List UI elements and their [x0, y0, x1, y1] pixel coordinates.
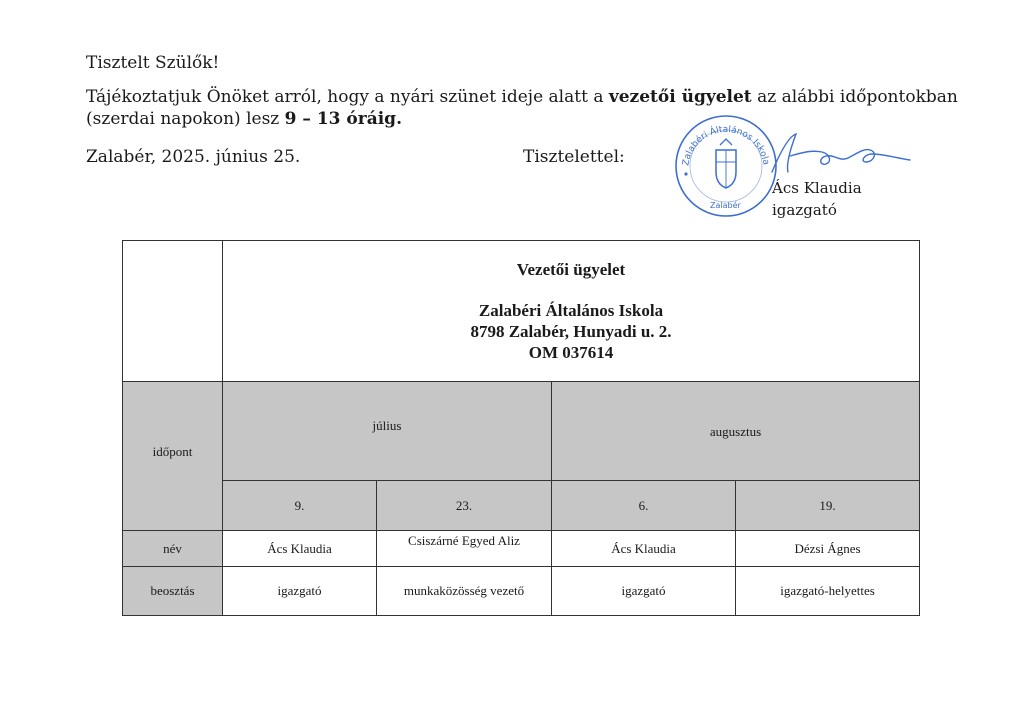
- school-om: OM 037614: [528, 343, 614, 362]
- day-cell: 6.: [552, 481, 736, 531]
- school-name: Zalabéri Általános Iskola: [478, 301, 664, 320]
- signer-title: igazgató: [772, 201, 837, 219]
- intro-paragraph: [86, 86, 966, 130]
- month-august: augusztus: [552, 382, 920, 481]
- month-july: július: [223, 382, 552, 481]
- role-cell: igazgató-helyettes: [736, 567, 920, 616]
- table-corner-cell: [123, 241, 223, 382]
- signer-name: Ács Klaudia: [772, 179, 862, 197]
- para-text-1: Tájékoztatjuk Önöket arról, hogy a nyári szünet ideje alatt a: [86, 87, 609, 107]
- role-cell: igazgató: [223, 567, 377, 616]
- role-cell: igazgató: [552, 567, 736, 616]
- role-cell: munkaközösség vezető: [377, 567, 552, 616]
- svg-text:Zalabér: Zalabér: [710, 201, 741, 210]
- name-cell: Ács Klaudia: [552, 531, 736, 567]
- name-cell: Csiszárné Egyed Aliz: [377, 531, 552, 567]
- table-header: [223, 241, 920, 382]
- name-cell: Dézsi Ágnes: [736, 531, 920, 567]
- para-bold-duty: vezetői ügyelet: [608, 87, 752, 107]
- row-label-role: beosztás: [123, 567, 223, 616]
- day-cell: 23.: [377, 481, 552, 531]
- place-date: Zalabér, 2025. június 25.: [86, 147, 301, 167]
- row-label-time: időpont: [123, 382, 223, 531]
- para-text-2: az alábbi időpontokban (szerdai napokon) lesz: [86, 87, 958, 129]
- svg-text:Zalabéri Általános Iskola: Zalabéri Általános Iskola: [681, 124, 771, 167]
- regards: Tisztelettel:: [523, 147, 625, 167]
- duty-schedule-table: [122, 240, 920, 616]
- row-label-name: név: [123, 531, 223, 567]
- table-title: Vezetői ügyelet: [516, 260, 626, 279]
- handwritten-signature: [760, 128, 920, 178]
- greeting: Tisztelt Szülők!: [86, 53, 220, 73]
- day-cell: 19.: [736, 481, 920, 531]
- para-bold-hours: 9 – 13 óráig.: [284, 109, 402, 129]
- school-address: 8798 Zalabér, Hunyadi u. 2.: [470, 322, 672, 341]
- day-cell: 9.: [223, 481, 377, 531]
- name-cell: Ács Klaudia: [223, 531, 377, 567]
